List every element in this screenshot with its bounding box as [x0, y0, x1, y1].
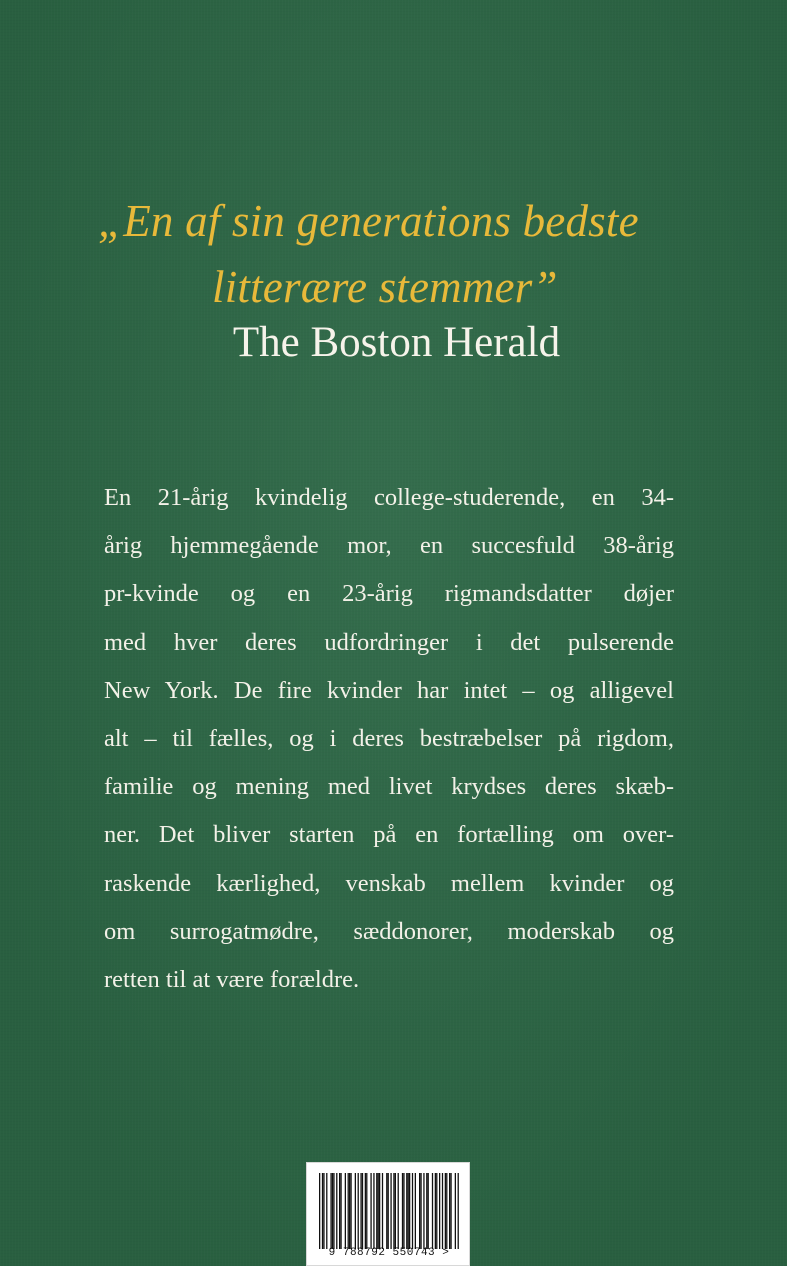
blurb-line: ner. Det bliver starten på en fortælling om over-	[104, 821, 674, 849]
blurb-line: New York. De fire kvinder har intet – og alligevel	[104, 676, 674, 704]
attribution-text: The Boston Herald	[232, 319, 561, 366]
blurb-line: årig hjemmegående mor, en succesfuld 38-årig	[104, 532, 674, 560]
blurb-line: raskende kærlighed, venskab mellem kvinder og	[104, 869, 674, 897]
blurb-line: familie og mening med livet krydses deres skæb-	[104, 773, 674, 801]
blurb-line: En 21-årig kvindelig college-studerende, en 34-	[104, 484, 674, 511]
blurb-line: pr-kvinde og en 23-årig rigmandsdatter døjer	[104, 580, 674, 608]
quote-line-2: litterære stemmer”	[212, 262, 558, 312]
blurb-text	[104, 474, 674, 1004]
blurb-line: med hver deres udfordringer i det pulserende	[104, 628, 674, 656]
barcode-digits: 9 788792 550743 >	[328, 1247, 450, 1259]
isbn-barcode	[306, 1162, 470, 1266]
blurb-line: om surrogatmødre, sæddonorer, moderskab og	[104, 917, 674, 945]
review-quote	[98, 188, 738, 320]
blurb-line: alt – til fælles, og i deres bestræbelser på rigdom,	[104, 725, 674, 753]
blurb-line: retten til at være forældre.	[104, 966, 360, 994]
quote-attribution	[0, 313, 787, 373]
quote-line-1: „En af sin generations bedste	[98, 196, 639, 246]
barcode-bars-graphic	[319, 1173, 459, 1249]
